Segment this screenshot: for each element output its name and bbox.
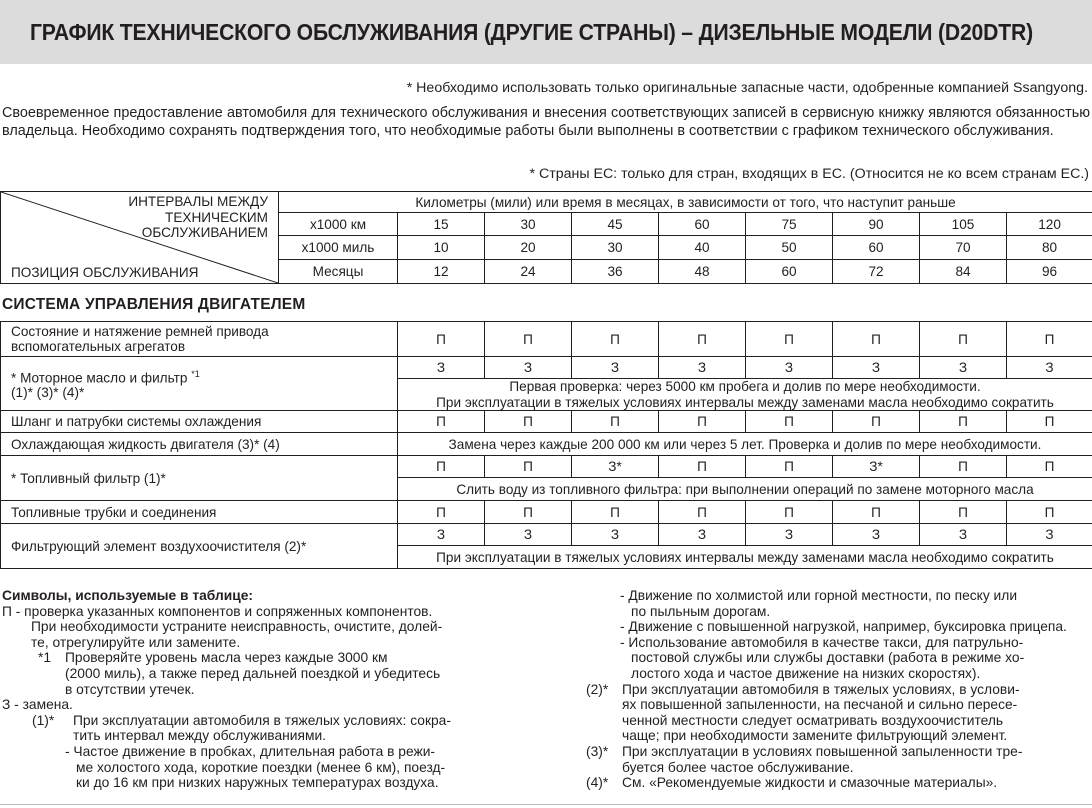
cell: З [920,357,1007,379]
section-title: СИСТЕМА УПРАВЛЕНИЯ ДВИГАТЕЛЕМ [2,296,306,313]
symbols-legend-left [2,588,522,791]
cell: 72 [833,260,920,284]
cell: П [659,411,746,433]
interval-header-table [0,191,1092,284]
cell: 96 [1007,260,1092,284]
cell: З [572,357,659,379]
row-label-belt: Состояние и натяжение ремней привода вспомогательных агрегатов [1,322,398,357]
cell: П [920,501,1007,524]
cell: П [485,322,572,357]
unit-miles: x1000 миль [279,236,398,260]
cell: 30 [485,213,572,236]
legend-line: З - замена. [2,697,73,713]
legend-line: - Движение по холмистой или горной местности, по песку или [620,588,1018,603]
cell: 90 [833,213,920,236]
cell: 20 [485,236,572,260]
row-label-hose: Шланг и патрубки системы охлаждения [1,411,398,433]
cell: П [1007,322,1092,357]
cell: П [659,322,746,357]
air-filter-note: При эксплуатации в тяжелых условиях интервалы между заменами масла необходимо сократить [398,546,1092,569]
cell: П [659,456,746,478]
legend-line: П - проверка указанных компонентов и сопряженных компонентов. [2,603,433,619]
cell: З [1007,357,1092,379]
legend-line: ме холостого хода, короткие поездки (менее 6 км), поезд- [76,759,446,775]
unit-months: Месяцы [279,260,398,284]
legend-title: Символы, используемые в таблице: [2,588,253,603]
cell: П [572,501,659,524]
table-row [1,433,1092,456]
cell: З [833,524,920,546]
cell: З [920,524,1007,546]
position-label: ПОЗИЦИЯ ОБСЛУЖИВАНИЯ [11,265,199,280]
cell: 60 [746,260,833,284]
cell: 30 [572,236,659,260]
unit-km: x1000 км [279,213,398,236]
fuel-filter-note: Слить воду из топливного фильтра: при выполнении операций по замене моторного масла [398,478,1092,501]
cell: 50 [746,236,833,260]
row-label-air-filter: Фильтрующий элемент воздухоочистителя (2)* [1,524,398,569]
cell: З [398,524,485,546]
cell: П [833,411,920,433]
legend-line: лостого хода и частое движение на низких скоростях). [631,665,981,681]
legend-line: буется более частое обслуживание. [622,759,854,775]
cell: З [485,357,572,379]
row-label-fuel-filter: * Топливный фильтр (1)* [1,456,398,501]
cell: 10 [398,236,485,260]
cell: З* [572,456,659,478]
cell: П [398,411,485,433]
cell: П [485,456,572,478]
legend-line: *1 Проверяйте уровень масла через каждые 3000 км [38,650,388,666]
row-label-oil: * Моторное масло и фильтр $^{*1}$ (1)* (3)* (4)* [1,357,398,411]
bottom-divider [0,804,1092,805]
cell: П [485,501,572,524]
cell: П [920,456,1007,478]
cell: З [1007,524,1092,546]
eu-note: * Страны ЕС: только для стран, входящих в ЕС. (Относится не ко всем странам ЕС.) [529,166,1089,182]
legend-line: (1)* При эксплуатации автомобиля в тяжелых условиях: сокра- [32,712,451,728]
cell: 120 [1007,213,1092,236]
cell: П [485,411,572,433]
cell: П [1007,501,1092,524]
legend-line: те, отрегулируйте или замените. [31,634,241,650]
cell: 60 [833,236,920,260]
row-label-coolant: Охлаждающая жидкость двигателя (3)* (4) [1,433,398,456]
cell: П [398,322,485,357]
original-parts-note: * Необходимо использовать только оригинальные запасные части, одобренные компанией Ssangyong. [406,80,1088,96]
intervals-label: ИНТЕРВАЛЫ МЕЖДУ ТЕХНИЧЕСКИМ ОБСЛУЖИВАНИЕМ [128,194,268,240]
legend-line: постовой службы или службы доставки (работа в режиме хо- [631,650,1025,666]
cell: П [920,322,1007,357]
legend-line: (2)* При эксплуатации автомобиля в тяжелых условиях, в услови- [586,681,1020,697]
title-bar [0,0,1092,64]
cell: З [485,524,572,546]
table-row [1,456,1092,478]
cell: П [572,322,659,357]
legend-line: по пыльным дорогам. [631,603,771,619]
page-title: ГРАФИК ТЕХНИЧЕСКОГО ОБСЛУЖИВАНИЯ (ДРУГИЕ СТРАНЫ) – ДИЗЕЛЬНЫЕ МОДЕЛИ (D20DTR) [30,19,1033,45]
legend-line: - Частое движение в пробках, длительная работа в режи- [65,743,436,759]
cell: З [398,357,485,379]
coolant-note: Замена через каждые 200 000 км или через 5 лет. Проверка и долив по мере необходимости. [398,433,1092,456]
cell: П [398,456,485,478]
cell: 75 [746,213,833,236]
header-caption: Километры (мили) или время в месяцах, в зависимости от того, что наступит раньше [279,192,1092,213]
cell: З [572,524,659,546]
cell: З [659,524,746,546]
legend-line: (3)* При эксплуатации в условиях повышенной запыленности тре- [586,743,1023,759]
cell: 48 [659,260,746,284]
cell: П [833,501,920,524]
cell: З* [833,456,920,478]
cell: 24 [485,260,572,284]
legend-line: в отсутствии утечек. [65,681,195,697]
maintenance-table [0,321,1092,569]
cell: 36 [572,260,659,284]
cell: 60 [659,213,746,236]
legend-line: - Использование автомобиля в качестве такси, для патрульно- [620,634,1024,650]
cell: П [1007,456,1092,478]
cell: 105 [920,213,1007,236]
cell: 40 [659,236,746,260]
cell: П [572,411,659,433]
cell: П [746,322,833,357]
oil-note-1: Первая проверка: через 5000 км пробега и долив по мере необходимости. [398,379,1092,395]
cell: П [833,322,920,357]
cell: 12 [398,260,485,284]
legend-line: ченной местности следует осматривать воздухоочиститель [622,712,1004,728]
cell: 84 [920,260,1007,284]
table-row [1,501,1092,524]
header-diagonal-cell [1,192,279,284]
cell: П [746,501,833,524]
legend-line: чаще; при необходимости замените фильтрующий элемент. [622,728,1008,744]
table-row [1,357,1092,379]
legend-line: (2000 миль), а также перед дальней поездкой и убедитесь [65,665,441,681]
cell: З [833,357,920,379]
legend-line: ки до 16 км при низких наружных температурах воздуха. [76,775,439,791]
intro-paragraph: Своевременное предоставление автомобиля для технического обслуживания и внесения соответствующих записей в сервисную книжку являются обязанностью владельца. Необходимо сохранять подтверждения того, что необходимые работы были выполнены в соответствии с графиком технического обслуживания. [2,105,1090,139]
oil-note-2: При эксплуатации в тяжелых условиях интервалы между заменами масла необходимо сократить [398,395,1092,411]
symbols-legend-right [586,588,1092,791]
cell: З [659,357,746,379]
cell: 70 [920,236,1007,260]
row-label-fuel-lines: Топливные трубки и соединения [1,501,398,524]
cell: П [659,501,746,524]
table-row [1,411,1092,433]
cell: З [746,357,833,379]
cell: П [1007,411,1092,433]
legend-line: тить интервал между обслуживаниями. [73,728,326,744]
legend-line: - Движение с повышенной нагрузкой, например, буксировка прицепа. [620,619,1067,635]
cell: П [398,501,485,524]
cell: 80 [1007,236,1092,260]
cell: 15 [398,213,485,236]
legend-line: ях повышенной запыленности, на песчаной и сильно пересе- [622,697,1018,713]
legend-line: При необходимости устраните неисправность, очистите, долей- [31,619,443,635]
cell: 45 [572,213,659,236]
legend-line: (4)* См. «Рекомендуемые жидкости и смазочные материалы». [586,775,998,791]
table-row [1,524,1092,546]
cell: П [920,411,1007,433]
cell: З [746,524,833,546]
cell: П [746,456,833,478]
cell: П [746,411,833,433]
table-row [1,322,1092,357]
